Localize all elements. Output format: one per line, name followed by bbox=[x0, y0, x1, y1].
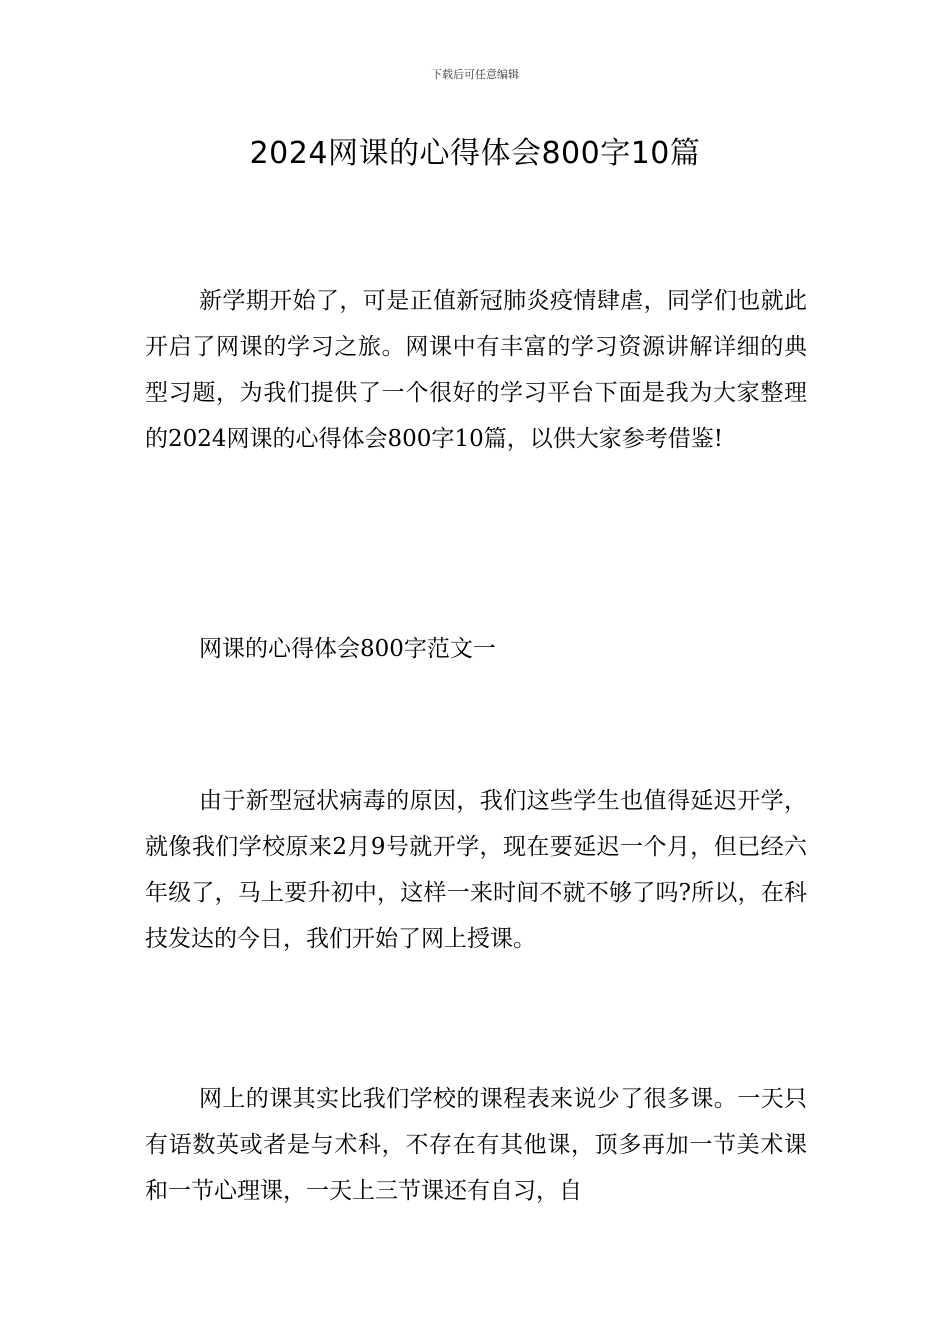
body-paragraph-1: 由于新型冠状病毒的原因，我们这些学生也值得延迟开学，就像我们学校原来2月9号就开学，现在要延迟一个月，但已经六年级了，马上要升初中，这样一来时间不就不够了吗?所以，在科技发达的今日，我们开始了网上授课。 bbox=[145, 788, 807, 952]
section-heading: 网课的心得体会800字范文一 bbox=[199, 636, 496, 662]
page-title: 2024网课的心得体会800字10篇 bbox=[249, 136, 701, 171]
body-paragraph-2: 网上的课其实比我们学校的课程表来说少了很多课。一天只有语数英或者是与术科，不存在有其他课，顶多再加一节美术课和一节心理课，一天上三节课还有自习，自 bbox=[145, 1086, 807, 1204]
intro-paragraph: 新学期开始了，可是正值新冠肺炎疫情肆虐，同学们也就此开启了网课的学习之旅。网课中有丰富的学习资源讲解详细的典型习题，为我们提供了一个很好的学习平台下面是我为大家整理的2024网课的心得体会800字10篇，以供大家参考借鉴! bbox=[145, 288, 807, 452]
header-note: 下载后可任意编辑 bbox=[431, 68, 519, 81]
